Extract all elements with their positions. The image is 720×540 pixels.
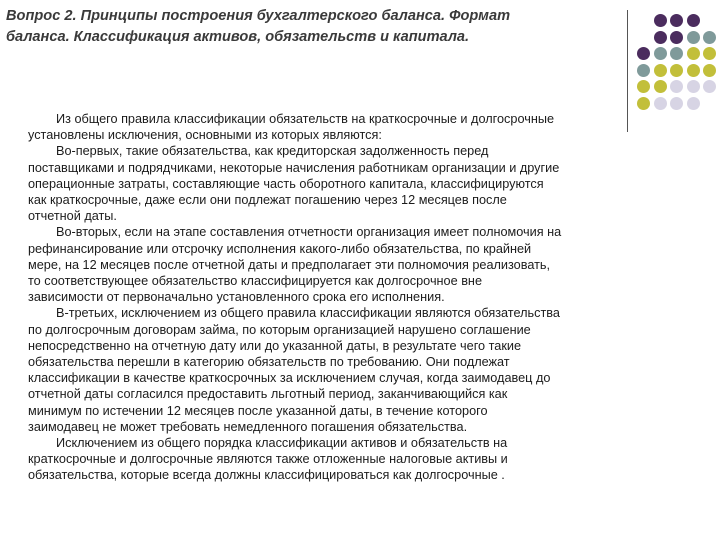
paragraph: [28, 224, 622, 305]
paragraph-line: В-третьих, исключением из общего правила классификации являются обязательства: [56, 306, 560, 321]
paragraph-line: Исключением из общего порядка классификации активов и обязательств на: [56, 436, 508, 451]
paragraph-line: непосредственно на отчетную дату или до указанной даты, в результате чего такие: [28, 338, 522, 353]
decorative-dot-olive: [687, 64, 700, 77]
paragraph-line: отчетной даты.: [28, 209, 117, 224]
paragraph-line: Из общего правила классификации обязательств на краткосрочные и долгосрочные: [56, 112, 555, 126]
decorative-dot-purple: [654, 14, 667, 27]
decorative-dot-teal: [637, 64, 650, 77]
slide-body: [28, 111, 622, 484]
paragraph-line: заимодавец не может требовать немедленного погашения обязательства.: [28, 419, 468, 434]
paragraph-line: установлены исключения, основными из которых являются:: [28, 128, 382, 143]
paragraph-line: обязательства перешли в категорию обязательств по требованию. Они подлежат: [28, 355, 510, 370]
paragraph-line: операционные затраты, составляющие часть оборотного капитала, классифицируются: [28, 176, 544, 191]
decorative-dot-lavender: [654, 97, 667, 110]
decorative-dot-lavender: [687, 80, 700, 93]
paragraph-line: поставщиками и подрядчиками, некоторые начисления работникам организации и другие: [28, 160, 560, 175]
decorative-dot-olive: [637, 80, 650, 93]
decorative-dot-lavender: [670, 97, 683, 110]
decorative-dot-lavender: [703, 80, 716, 93]
slide-title-line: Вопрос 2. Принципы построения бухгалтерского баланса. Формат: [6, 8, 511, 24]
decorative-dot-olive: [654, 64, 667, 77]
decorative-dot-purple: [687, 14, 700, 27]
paragraph-line: классификации в качестве краткосрочных за исключением случая, когда заимодавец до: [28, 371, 551, 386]
decorative-dot-teal: [687, 31, 700, 44]
paragraph-line: рефинансирование или отсрочку исполнения какого-либо обязательства, по крайней: [28, 241, 532, 256]
paragraph-line: по долгосрочным договорам займа, по которым организацией нарушено соглашение: [28, 322, 531, 337]
decorative-dot-purple: [670, 31, 683, 44]
paragraph-line: минимум по истечении 12 месяцев после указанной даты, в течение которого: [28, 403, 488, 418]
paragraph-line: зависимости от первоначально установленного срока его исполнения.: [28, 290, 445, 305]
decorative-dot-lavender: [687, 97, 700, 110]
decorative-dot-teal: [654, 47, 667, 60]
paragraph: [28, 143, 622, 224]
paragraph-line: мере, на 12 месяцев после отчетной даты и предполагает эти полномочия реализовать,: [28, 257, 551, 272]
paragraph-line: Во-первых, такие обязательства, как кредиторская задолженность перед: [56, 144, 489, 159]
decorative-divider: [627, 10, 628, 132]
decorative-dot-olive: [703, 64, 716, 77]
decorative-dot-purple: [637, 47, 650, 60]
slide-title-line: баланса. Классификация активов, обязательств и капитала.: [6, 29, 470, 45]
decorative-dot-purple: [654, 31, 667, 44]
decorative-dot-olive: [703, 47, 716, 60]
paragraph-line: Во-вторых, если на этапе составления отчетности организация имеет полномочия на: [56, 225, 562, 240]
paragraph-line: как краткосрочные, даже если они подлежат погашению через 12 месяцев после: [28, 193, 507, 208]
decorative-dot-teal: [703, 31, 716, 44]
paragraph-line: краткосрочные и долгосрочные являются также отложенные налоговые активы и: [28, 452, 508, 467]
paragraph-line: обязательства, которые всегда должны классифицироваться как долгосрочные .: [28, 468, 505, 483]
decorative-dot-olive: [687, 47, 700, 60]
decorative-dot-purple: [670, 14, 683, 27]
paragraph: [28, 305, 622, 435]
decorative-dot-lavender: [670, 80, 683, 93]
decorative-dot-olive: [654, 80, 667, 93]
decorative-dot-olive: [637, 97, 650, 110]
paragraph: [28, 111, 622, 143]
paragraph-line: отчетной даты согласился предоставить льготный период, заканчивающийся как: [28, 387, 508, 402]
paragraph-line: то соответствующее обязательство классифицируется как долгосрочное вне: [28, 274, 482, 289]
slide-title: [6, 6, 606, 48]
paragraph: [28, 435, 622, 484]
decorative-dot-teal: [670, 47, 683, 60]
decorative-dot-olive: [670, 64, 683, 77]
